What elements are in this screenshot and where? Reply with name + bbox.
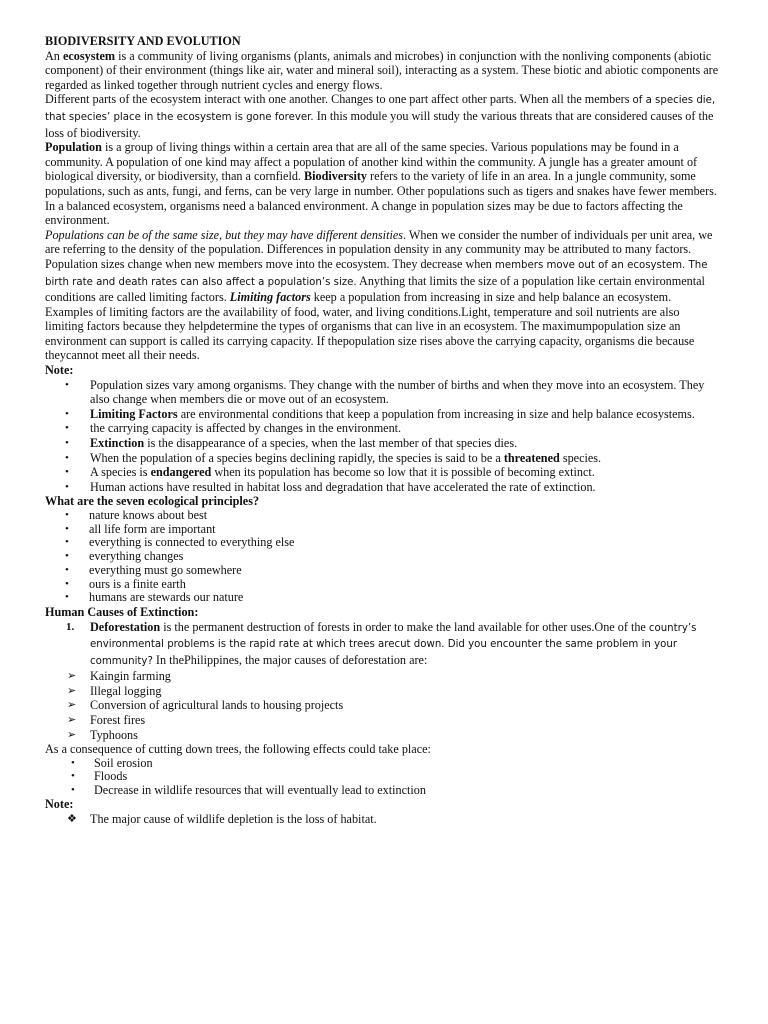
- paragraph-density: [45, 228, 720, 363]
- final-note-list: [45, 812, 720, 827]
- bullet-icon: •: [71, 770, 75, 783]
- text-italic: Populations can be of the same size, but they may have different densities: [45, 227, 403, 242]
- paragraph-ecosystem: [45, 49, 720, 93]
- term-limiting-factors: Limiting factors: [229, 290, 311, 305]
- list-item: [45, 713, 720, 728]
- text: Soil erosion: [94, 755, 153, 770]
- diamond-bullet-icon: ❖: [67, 812, 77, 825]
- list-item: [45, 591, 720, 605]
- text: Typhoons: [90, 727, 138, 742]
- bullet-icon: •: [65, 466, 69, 479]
- list-item: [45, 564, 720, 578]
- consequence-text: As a consequence of cutting down trees, the following effects could take place:: [45, 742, 431, 757]
- bullet-icon: •: [65, 591, 69, 604]
- text: In thePhilippines, the major causes of deforestation are:: [152, 652, 428, 667]
- text: The major cause of wildlife depletion is the loss of habitat.: [90, 811, 377, 826]
- text: ours is a finite earth: [89, 576, 186, 591]
- bullet-icon: •: [65, 563, 69, 576]
- text: nature knows about best: [89, 508, 208, 522]
- paragraph-population: [45, 140, 720, 228]
- text: is the disappearance of a species, when the last member of that species dies.: [144, 436, 518, 451]
- list-number: 1.: [66, 620, 75, 633]
- term-ecosystem: ecosystem: [62, 48, 116, 63]
- text: when its population has become so low that it is possible of becoming extinct.: [211, 465, 595, 480]
- term-population: Population: [45, 140, 102, 155]
- text: Population sizes vary among organisms. They change with the number of births and when they move into an ecosystem. They also change when members die or move out of an ecosystem.: [90, 377, 705, 407]
- text: Different parts of the ecosystem interact with one another. Changes to one part affect other parts. When all the members: [45, 92, 633, 107]
- arrow-bullet-icon: ➢: [67, 684, 77, 697]
- list-item: [45, 523, 720, 537]
- term-biodiversity: Biodiversity: [304, 169, 367, 184]
- bullet-icon: •: [65, 550, 69, 563]
- list-item: [45, 421, 720, 436]
- list-item: [45, 465, 720, 480]
- text: all life form are important: [89, 521, 216, 536]
- text: everything changes: [89, 549, 184, 564]
- document-title: BIODIVERSITY AND EVOLUTION: [45, 34, 241, 48]
- list-item: [45, 550, 720, 564]
- text: species.: [559, 450, 602, 465]
- bullet-icon: •: [65, 480, 69, 493]
- document-page: [45, 34, 720, 827]
- principles-list: [45, 509, 720, 605]
- text: the carrying capacity is affected by changes in the environment.: [90, 421, 402, 436]
- bullet-icon: •: [65, 451, 69, 464]
- list-item: [45, 407, 720, 422]
- term: endangered: [150, 465, 212, 480]
- list-item: [45, 728, 720, 743]
- bullet-icon: •: [65, 437, 69, 450]
- text: In this module you will study the various threats that are considered causes of the loss of biodiversity.: [45, 108, 714, 140]
- text: When the population of a species begins declining rapidly, the species is said to be a: [90, 450, 504, 465]
- list-item: [45, 578, 720, 592]
- effects-list: [45, 757, 720, 798]
- text: Illegal logging: [90, 683, 162, 698]
- text: An: [45, 48, 63, 63]
- list-item: [45, 784, 720, 798]
- list-item: [45, 480, 720, 495]
- text: keep a population from increasing in size and help balance an ecosystem. Examples of limiting factors are the availability of food, water, and living conditions.Light, temperature and soil nutrients are also limiting factors because they helpdetermine the types of organisms that can live in an ecosystem. The maximumpopulation size an environment can support is called its carrying capacity. If thepopulation size rises above the carrying capacity, organisms die because theycannot meet all their needs.: [45, 290, 695, 363]
- list-item: [45, 536, 720, 550]
- text: Floods: [94, 769, 128, 784]
- text: Conversion of agricultural lands to housing projects: [90, 698, 344, 713]
- text: A species is: [90, 465, 151, 480]
- term-deforestation: Deforestation: [90, 619, 161, 634]
- list-item: [45, 684, 720, 699]
- bullet-icon: •: [65, 577, 69, 590]
- bullet-icon: •: [65, 378, 69, 391]
- arrow-bullet-icon: ➢: [67, 714, 77, 727]
- arrow-bullet-icon: ➢: [67, 728, 77, 741]
- bullet-icon: •: [71, 756, 75, 769]
- list-item: [45, 698, 720, 713]
- text: Kaingin farming: [90, 669, 171, 684]
- text-sans: of a species die, that species’ place in the ecosystem is gone forever.: [45, 95, 716, 123]
- list-item: [45, 378, 720, 407]
- list-item: [45, 451, 720, 466]
- bullet-icon: •: [71, 783, 75, 796]
- causes-list: [45, 620, 720, 670]
- text: humans are stewards our nature: [89, 590, 244, 605]
- text: is a community of living organisms (plants, animals and microbes) in conjunction with the nonliving components (abiotic component) of their environment (things like air, water and mineral soil), interacting as a system. These biotic and abiotic components are regarded as linked together through nutrient cycles and energy flows.: [45, 48, 719, 92]
- list-item: [45, 757, 720, 771]
- arrow-bullet-icon: ➢: [67, 699, 77, 712]
- arrow-bullet-icon: ➢: [67, 670, 77, 683]
- list-item: [45, 812, 720, 827]
- text: Anything that limits the size of a population like certain environmental conditions are called limiting factors.: [45, 273, 705, 305]
- bullet-icon: •: [65, 509, 69, 521]
- note-heading: Note:: [45, 363, 74, 378]
- term: threatened: [503, 450, 560, 465]
- text: Forest fires: [90, 713, 146, 728]
- text-sans: members move out of an ecosystem. The birth rate and death rates can also affect a population’s size.: [45, 259, 708, 288]
- bullet-icon: •: [65, 522, 69, 535]
- text: everything is connected to everything else: [89, 535, 295, 550]
- text-sans: country’s environmental problems is the rapid rate at which trees arecut down. Did you encounter the same problem in your community?: [90, 622, 697, 667]
- list-item: [45, 509, 720, 523]
- term: Extinction: [90, 436, 145, 451]
- list-item: [45, 669, 720, 684]
- text: Human actions have resulted in habitat loss and degradation that have accelerated the rate of extinction.: [90, 479, 596, 494]
- term: Limiting Factors: [90, 406, 178, 421]
- list-item: [45, 620, 720, 670]
- notes-list: [45, 378, 720, 495]
- bullet-icon: •: [65, 422, 69, 435]
- deforestation-causes-list: [45, 669, 720, 742]
- text: refers to the variety of life in an area. In a jungle community, some populations, such as ants, fungi, and ferns, can be very large in number. Other populations such as tigers and snakes have fewer members. In a balanced ecosystem, organisms need a balanced environment. A change in population sizes may be due to factors affecting the environment.: [45, 169, 717, 228]
- bullet-icon: •: [65, 407, 69, 420]
- list-item: [45, 770, 720, 784]
- note-heading: Note:: [45, 797, 74, 812]
- text: . When we consider the number of individuals per unit area, we are referring to the density of the population. Differences in population density in any community may be attributed to many factors. Population sizes change when new members move into the ecosystem. They decrease when: [45, 227, 713, 271]
- paragraph-ecosystem-parts: [45, 92, 720, 140]
- principles-heading: What are the seven ecological principles?: [45, 494, 260, 509]
- list-item: [45, 436, 720, 451]
- text: is the permanent destruction of forests in order to make the land available for other uses.One of the: [160, 619, 649, 634]
- bullet-icon: •: [65, 536, 69, 549]
- text: Decrease in wildlife resources that will eventually lead to extinction: [94, 782, 426, 797]
- text: is a group of living things within a certain area that are all of the same species. Various populations may be found in a community. A population of one kind may affect a population of another kind within the community. A jungle has a greater amount of biological diversity, or biodiversity, than a cornfield.: [45, 140, 698, 184]
- text: everything must go somewhere: [89, 562, 242, 577]
- text: are environmental conditions that keep a population from increasing in size and help balance ecosystems.: [177, 406, 695, 421]
- causes-heading: Human Causes of Extinction:: [45, 604, 199, 619]
